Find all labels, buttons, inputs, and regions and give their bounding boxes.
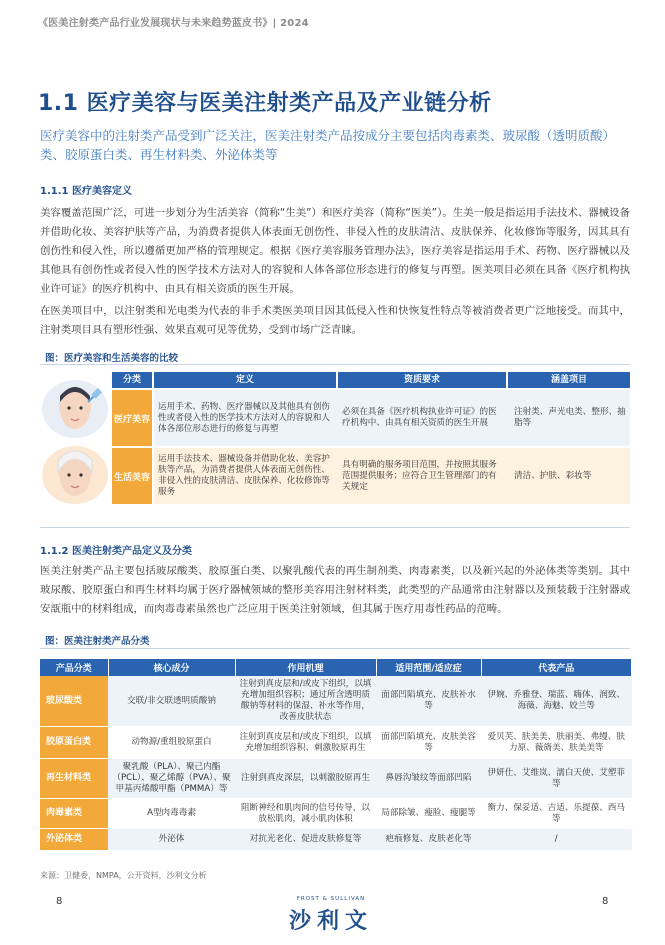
paragraph-medical-beauty-definition: 美容覆盖范围广泛，可进一步划分为生活美容（简称“生美”）和医疗美容（简称“医美”）。生美一般是指运用手法技术、器械设备并借助化妆、美容护肤等产品，为消费者提供人体表面无创伤性、非侵入性的皮肤清洁、皮肤保养、化妆修饰等服务，因其具有创伤性和侵入性，所以遵循更加严格的管理规定。根据《医疗美容服务管理办法》，医疗美容是指运用手术、药物、医疗器械以及其他具有创伤性或者侵入性的医学技术方法对人的容貌和人体各部位形态进行的修复与再塑。医美项目必须在具备《医疗机构执业许可证》的医疗机构中、由具有相关资质的医生开展。	[40, 207, 630, 295]
doc-header: 《医美注射类产品行业发展现状与未来趋势蓝皮书》| 2024	[38, 18, 309, 29]
t2-scope: 局部除皱、瘦脸、瘦腿等	[376, 799, 481, 829]
t2-mechanism: 注射到真皮层和/或皮下组织，以填充增加组织容积；通过所含透明质酸钠等材料的保湿、补水等作用，改善皮肤状态	[235, 676, 376, 727]
subsection-heading-2: 1.1.2 医美注射类产品定义及分类	[40, 546, 192, 557]
t1-header-requirement: 资质要求	[338, 372, 506, 388]
t2-category: 肉毒素类	[40, 799, 108, 829]
t1-requirement-medical: 必须在具备《医疗机构执业许可证》的医疗机构中、由具有相关资质的医生开展	[342, 407, 497, 428]
t2-header-scope: 适用范围/适应症	[376, 659, 481, 676]
injection-products-table	[40, 659, 632, 851]
t2-scope: 鼻唇沟皱纹等面部凹陷	[376, 759, 481, 799]
page-number-left: 8	[56, 896, 63, 907]
t2-mechanism: 注射到真皮层和/或皮下组织，以填充增加组织容积、刺激胶原再生	[235, 727, 376, 759]
t2-header-mechanism: 作用机理	[235, 659, 376, 676]
figure-2-title: 图：医美注射类产品分类	[45, 636, 150, 647]
t1-header-category: 分类	[112, 372, 152, 388]
t1-items-medical: 注射类、声光电类、整形、抽脂等	[514, 407, 626, 428]
face-illustration-medical	[42, 380, 108, 438]
t2-products: 伊婉、乔雅登、瑞蓝、嗨体、润致、海薇、海魅、姣兰等	[481, 676, 632, 727]
t2-core: 外泌体	[108, 829, 235, 851]
t2-products: 衡力、保妥适、吉适、乐提葆、西马等	[481, 799, 632, 829]
t2-header-category: 产品分类	[40, 659, 108, 676]
figure-2-rule	[40, 648, 630, 649]
t2-mechanism: 注射到真皮深层，以刺激胶原再生	[235, 759, 376, 799]
t1-requirement-life: 具有明确的服务项目范围，并按照其服务范围提供服务；应符合卫生管理部门的有关规定	[342, 459, 497, 492]
row-label-medical: 医疗美容	[112, 390, 152, 446]
logo-tagline: FROST & SULLIVAN	[296, 896, 366, 902]
source-note: 来源：卫健委，NMPA，公开资料，沙利文分析	[40, 871, 207, 880]
t2-core: 聚乳酸（PLA）、聚己内酯（PCL）、聚乙烯醇（PVA）、聚甲基丙烯酸甲酯（PMMA）等	[108, 759, 235, 799]
t2-category: 玻尿酸类	[40, 676, 108, 727]
face-illustration-life	[42, 446, 108, 504]
table-row	[40, 676, 632, 727]
figure-1-rule	[40, 364, 630, 365]
lead-paragraph: 医疗美容中的注射类产品受到广泛关注，医美注射类产品按成分主要包括肉毒素类、玻尿酸（透明质酸）类、胶原蛋白类、再生材料类、外泌体类等	[40, 128, 616, 162]
section-rule	[40, 527, 630, 528]
t2-header-products: 代表产品	[481, 659, 632, 676]
t2-scope: 疤痕修复、皮肤老化等	[376, 829, 481, 851]
t2-header-core: 核心成分	[108, 659, 235, 676]
page-number-right: 8	[602, 896, 609, 907]
t2-core: A型肉毒毒素	[108, 799, 235, 829]
t2-category: 胶原蛋白类	[40, 727, 108, 759]
section-title: 1.1 医疗美容与医美注射类产品及产业链分析	[38, 91, 492, 116]
t1-items-life: 清洁、护肤、彩妆等	[514, 470, 592, 481]
comparison-table	[40, 370, 632, 508]
t2-mechanism: 阻断神经和肌肉间的信号传导，以放松肌肉，减小肌肉体积	[235, 799, 376, 829]
paragraph-injection-products: 医美注射类产品主要包括玻尿酸类、胶原蛋白类、以聚乳酸代表的再生制剂类、肉毒素类，以及新兴起的外泌体类等类别。其中玻尿酸、胶原蛋白和再生材料均属于医疗器械领域的整形美容用注射材料类，此类型的产品通常由注射器以及预装载于注射器或安瓿瓶中的材料组成，而肉毒毒素虽然也广泛应用于医美注射领域，但其属于医疗用毒性药品的范畴。	[40, 565, 630, 615]
t1-definition-life: 运用手法技术、器械设备并借助化妆、美容护肤等产品，为消费者提供人体表面无创伤性、非侵入性的皮肤清洁、皮肤保养、化妆修饰等服务	[158, 454, 330, 497]
t2-scope: 面部凹陷填充、皮肤美容等	[376, 727, 481, 759]
t2-core: 动物源/重组胶原蛋白	[108, 727, 235, 759]
t2-category: 再生材料类	[40, 759, 108, 799]
t1-header-definition: 定义	[154, 372, 336, 388]
t2-products: /	[481, 829, 632, 851]
t2-core: 交联/非交联透明质酸钠	[108, 676, 235, 727]
figure-1-title: 图：医疗美容和生活美容的比较	[45, 353, 179, 364]
paragraph-non-surgical: 在医美项目中，以注射类和光电类为代表的非手术类医美项目因其低侵入性和快恢复性特点等被消费者更广泛地接受。而其中，注射类项目具有塑形性强、效果直观可见等优势，受到市场广泛青睐。	[40, 305, 630, 336]
logo-wordmark: 沙利文	[288, 909, 373, 934]
table-row	[40, 799, 632, 829]
t2-scope: 面部凹陷填充、皮肤补水等	[376, 676, 481, 727]
row-label-life: 生活美容	[112, 448, 152, 504]
t1-definition-medical: 运用手术、药物、医疗器械以及其他具有创伤性或者侵入性的医学技术方法对人的容貌和人体各部位形态进行的修复与再塑	[158, 401, 330, 434]
subsection-heading-1: 1.1.1 医疗美容定义	[40, 186, 132, 197]
t2-header-row	[40, 659, 632, 676]
t2-products: 爱贝芙、肤美美、肤丽美、弗缦、肤力原、薇旖美、肤美美等	[481, 727, 632, 759]
table-row	[40, 829, 632, 851]
table-row	[40, 727, 632, 759]
t2-mechanism: 对抗光老化、促进皮肤修复等	[235, 829, 376, 851]
t2-category: 外泌体类	[40, 829, 108, 851]
t1-header-items: 涵盖项目	[508, 372, 630, 388]
table-row	[40, 759, 632, 799]
t2-products: 伊妍仕、艾维岚、濡白天使、艾塑菲等	[481, 759, 632, 799]
